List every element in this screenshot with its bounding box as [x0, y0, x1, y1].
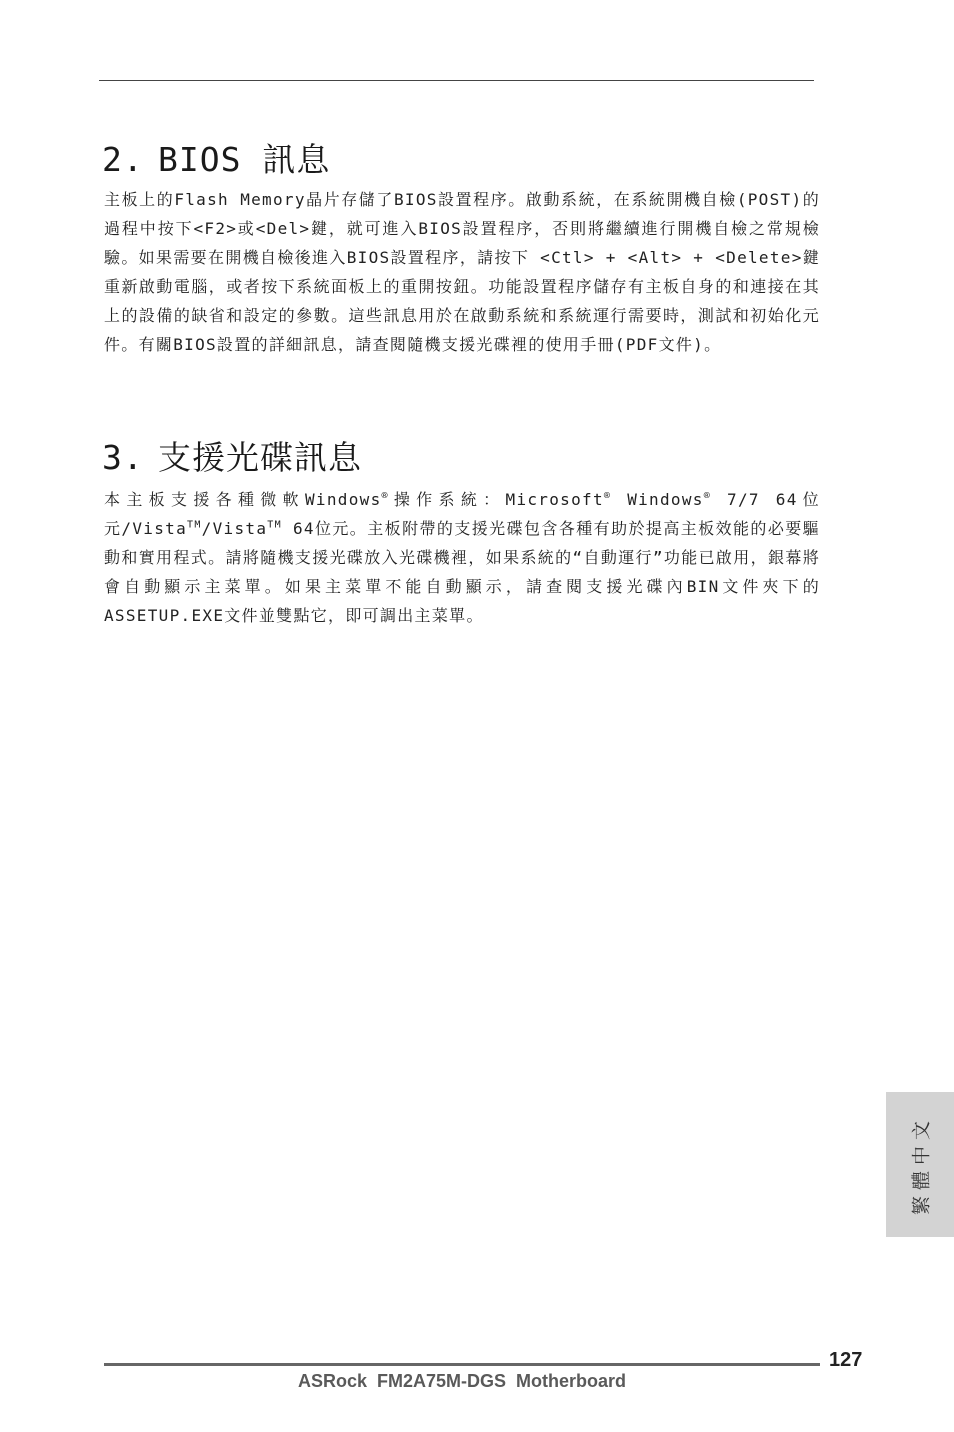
page-number: 127 [829, 1349, 863, 1371]
section-2-body: 主板上的Flash Memory晶片存儲了BIOS設置程序。啟動系統，在系統開機自檢(POST)的過程中按下<F2>或<Del>鍵，就可進入BIOS設置程序，否則將繼續進行開機自檢之常規檢驗。如果需要在開機自檢後進入BIOS設置程序，請按下 <Ctl> + <Alt> + <Delete>鍵重新啟動電腦，或者按下系統面板上的重開按鈕。功能設置程序儲存有主板自身的和連接在其上的設備的缺省和設定的參數。這些訊息用於在啟動系統和系統運行需要時，測試和初始化元件。有關BIOS設置的詳細訊息，請查閱隨機支援光碟裡的使用手冊(PDF文件)。 [104, 190, 820, 354]
trademark-mark: TM [187, 519, 202, 531]
body-text: /Vista [201, 519, 268, 538]
registered-mark: ® [381, 490, 389, 502]
top-rule [99, 80, 814, 81]
section-3-heading [102, 432, 362, 479]
footer-title: ASRock FM2A75M-DGS Motherboard [297, 1371, 627, 1391]
section-2-number: 2. [102, 140, 144, 179]
registered-mark: ® [603, 490, 612, 502]
language-side-tab-label: 繁體中文 [910, 1114, 933, 1215]
body-text: 操作系統：Microsoft [388, 490, 604, 509]
section-2-heading [102, 134, 330, 181]
footer-rule [104, 1363, 820, 1366]
section-3-number: 3. [102, 438, 144, 477]
body-text: Windows [611, 490, 704, 509]
body-text: 本主板支援各種微軟Windows [104, 490, 382, 509]
section-3-body [104, 485, 820, 630]
body-text: 7/7 64位元/Vista [104, 490, 820, 538]
section-2-title: BIOS 訊息 [158, 140, 331, 179]
section-3-title: 支援光碟訊息 [158, 438, 362, 477]
language-side-tab [886, 1092, 954, 1237]
body-text: 64位元。主板附帶的支援光碟包含各種有助於提高主板效能的必要驅動和實用程式。請將隨機支援光碟放入光碟機裡，如果系統的“自動運行”功能已啟用，銀幕將會自動顯示主菜單。如果主菜單不能自動顯示，請查閱支援光碟內BIN文件夾下的ASSETUP.EXE文件並雙點它，即可調出主菜單。 [104, 519, 820, 625]
registered-mark: ® [703, 490, 712, 502]
trademark-mark: TM [267, 519, 282, 531]
